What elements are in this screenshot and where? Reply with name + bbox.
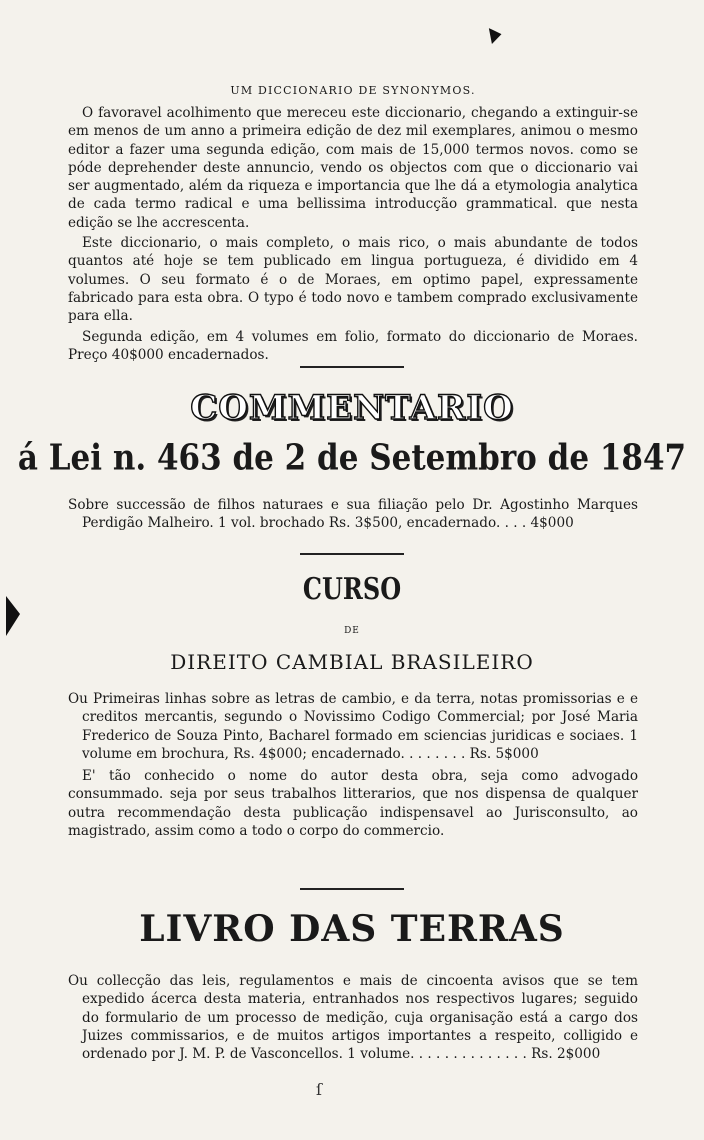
curso-title: CURSO [302,572,402,607]
synonyms-paragraph-1: O favoravel acolhimento que mereceu este diccionario, chegando a extinguir-se em menos de um anno a primeira edição de dez mil exemplares, animou o mesmo editor a fazer uma segunda edição, com mais de 15,000 termos novos. como se póde deprehender deste annuncio, vendo os objectos com que o diccionario vai ser augmentado, além da riqueza e importancia que lhe dá a etymologia analytica de cada termo radical e uma bellissima introducção grammatical. que nesta edição se lhe accrescenta. [68,105,638,231]
divider-rule-3 [300,888,404,890]
livro-das-terras-title: LIVRO DAS TERRAS [139,908,565,950]
curso-de: DE [344,626,360,636]
synonyms-body [68,104,638,364]
commentario-description-block [68,496,638,533]
synonyms-heading-block [68,84,638,97]
curso-description-block [68,690,638,840]
ink-speck-bottom: ſ [316,1080,322,1099]
law-subtitle: á Lei n. 463 de 2 de Setembro de 1847 [17,437,687,479]
ink-mark-top [484,28,502,46]
divider-rule-2 [300,553,404,555]
synonyms-paragraph-2: Este diccionario, o mais completo, o mais rico, o mais abundante de todos quantos até hoje se tem publicado em lingua portugueza, é dividido em 4 volumes. O seu formato é o de Moraes, em optimo papel, expressamente fabricado para esta obra. O typo é todo novo e tambem comprado exclusivamente para ella. [68,235,638,325]
curso-description: Ou Primeiras linhas sobre as letras de cambio, e da terra, notas promissorias e e creditos mercantis, segundo o Novissimo Codigo Commercial; por José Maria Frederico de Souza Pinto, Bacharel formado em sciencias juridicas e sociaes. 1 volume em brochura, Rs. 4$000; encadernado. . . . . . . . Rs. 5$000 [68,691,638,762]
curso-paragraph: E' tão conhecido o nome do autor desta obra, seja como advogado consummado. seja por seus trabalhos litterarios, que nos dispensa de qualquer outra recommendação desta publicação indispensavel ao Jurisconsulto, ao magistrado, assim como a todo o corpo do commercio. [68,768,638,840]
divider-rule-1 [300,366,404,368]
livro-description: Ou collecção das leis, regulamentos e mais de cincoenta avisos que se tem expedido ácerca desta materia, entranhados nos respectivos lugares; seguido do formulario de um processo de medição, cuja organisação está a cargo dos Juizes commissarios, e de muitos artigos importantes a respeito, colligido e ordenado por J. M. P. de Vasconcellos. 1 volume. . . . . . . . . . . . . . Rs. 2$000 [68,973,638,1063]
commentario-title: COMMENTARIO [190,388,514,428]
commentario-description: Sobre successão de filhos naturaes e sua filiação pelo Dr. Agostinho Marques Perdigão Malheiro. 1 vol. brochado Rs. 3$500, encadernado. . . . 4$000 [68,497,638,532]
livro-description-block [68,972,638,1063]
synonyms-heading: UM DICCIONARIO DE SYNONYMOS. [230,84,476,97]
synonyms-paragraph-3: Segunda edição, em 4 volumes em folio, formato do diccionario de Moraes. Preço 40$000 encadernados. [68,328,638,363]
curso-subtitle: DIREITO CAMBIAL BRASILEIRO [170,650,534,674]
